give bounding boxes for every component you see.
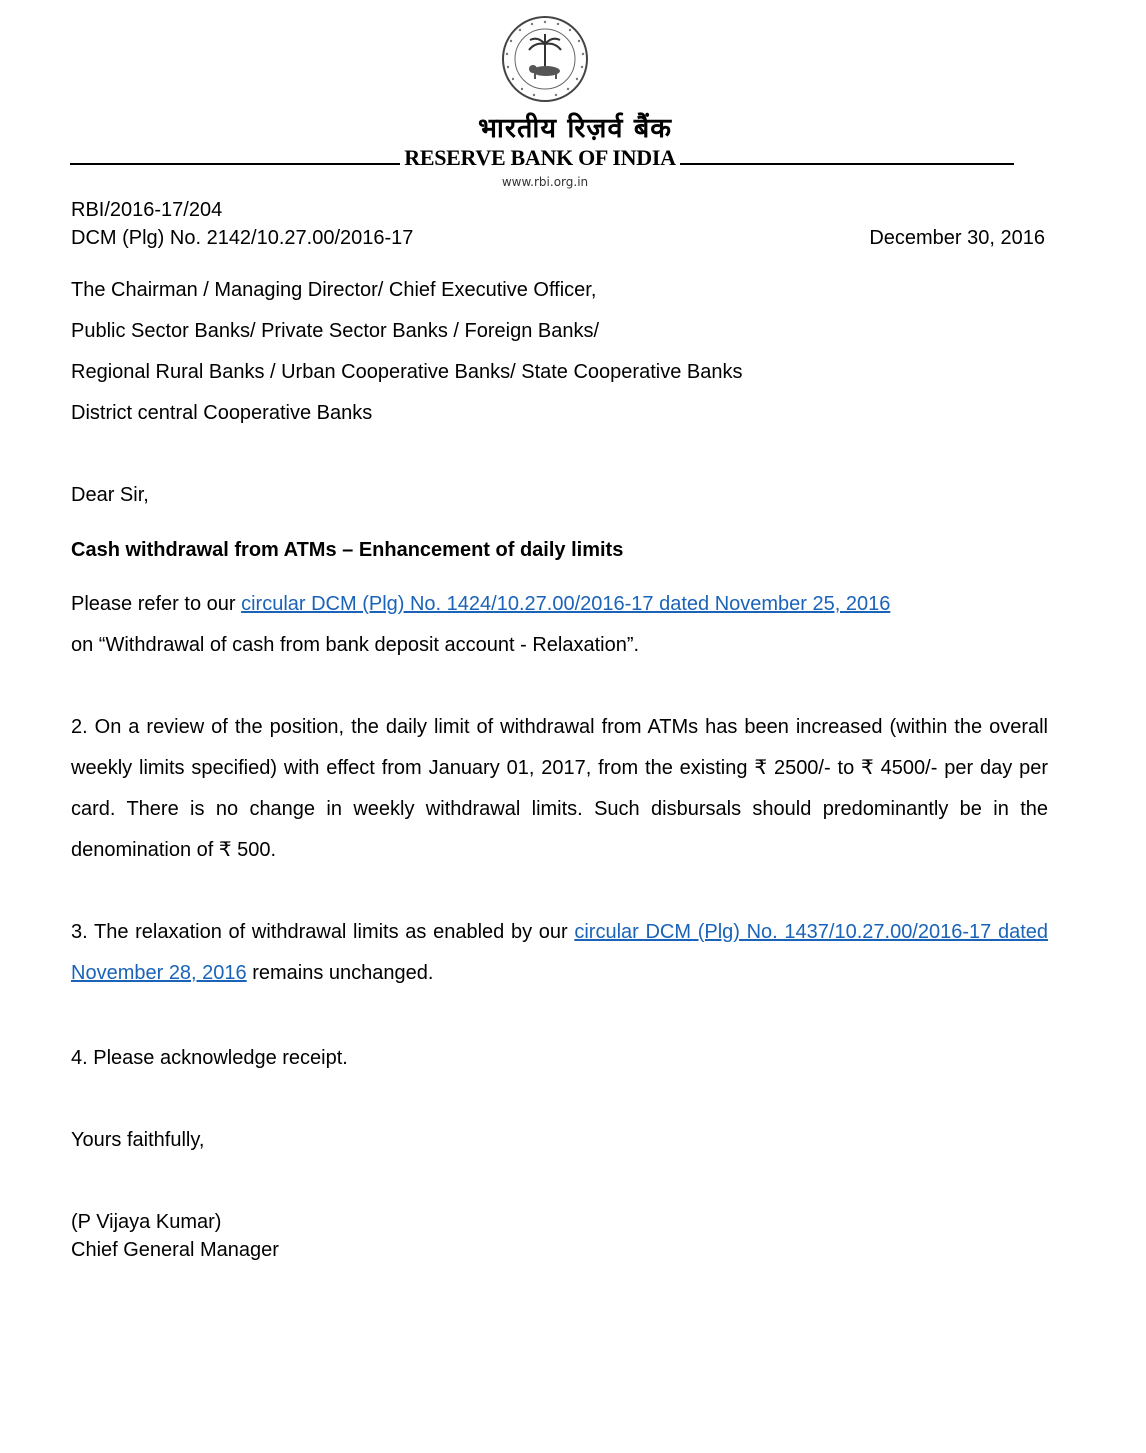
addressee-line: Regional Rural Banks / Urban Cooperative Banks/ State Cooperative Banks bbox=[71, 361, 743, 383]
circular-1437-link[interactable]: circular DCM (Plg) No. 1437/10.27.00/2016-17 dated November 28, 2016 bbox=[71, 921, 1048, 984]
subject-heading: Cash withdrawal from ATMs – Enhancement of daily limits bbox=[71, 539, 624, 561]
addressee-line: The Chairman / Managing Director/ Chief Executive Officer, bbox=[71, 279, 597, 301]
paragraph-3 bbox=[71, 912, 1048, 994]
paragraph-2: 2. On a review of the position, the daily limit of withdrawal from ATMs has been increased (within the overall weekly limits specified) with effect from January 01, 2017, from the existing ₹ 2500/- to ₹ 4500/- per day per card. There is no change in weekly withdrawal limits. Such disbursals should predominantly be in the denomination of ₹ 500. bbox=[71, 716, 1048, 861]
addressee-line: Public Sector Banks/ Private Sector Banks / Foreign Banks/ bbox=[71, 320, 600, 342]
circular-date: December 30, 2016 bbox=[869, 227, 1045, 249]
addressee-line: District central Cooperative Banks bbox=[71, 402, 373, 424]
paragraph-3-prefix: 3. The relaxation of withdrawal limits as enabled by our bbox=[71, 921, 575, 943]
circular-1424-link[interactable]: circular DCM (Plg) No. 1424/10.27.00/2016-17 dated November 25, 2016 bbox=[241, 593, 891, 615]
rbi-reference-number: RBI/2016-17/204 bbox=[71, 199, 223, 221]
paragraph-4: 4. Please acknowledge receipt. bbox=[71, 1047, 348, 1069]
paragraph-1-suffix: on “Withdrawal of cash from bank deposit account - Relaxation”. bbox=[71, 634, 640, 656]
salutation: Dear Sir, bbox=[71, 484, 149, 506]
bank-name-hindi: भारतीय रिज़र्व बैंक bbox=[477, 113, 673, 144]
rbi-emblem-icon bbox=[500, 14, 590, 104]
dcm-reference-number: DCM (Plg) No. 2142/10.27.00/2016-17 bbox=[71, 227, 414, 249]
bank-website: www.rbi.org.in bbox=[501, 175, 589, 189]
paragraph-1-prefix: Please refer to our bbox=[71, 593, 242, 615]
paragraph-1 bbox=[71, 584, 1048, 666]
bank-name-english: RESERVE BANK OF INDIA bbox=[404, 145, 676, 170]
signatory-title: Chief General Manager bbox=[71, 1239, 279, 1261]
closing: Yours faithfully, bbox=[71, 1129, 205, 1151]
paragraph-3-suffix: remains unchanged. bbox=[246, 962, 434, 984]
letterhead-rule-right bbox=[680, 163, 1014, 165]
letterhead-rule-left bbox=[70, 163, 400, 165]
signatory-name: (P Vijaya Kumar) bbox=[71, 1211, 222, 1233]
